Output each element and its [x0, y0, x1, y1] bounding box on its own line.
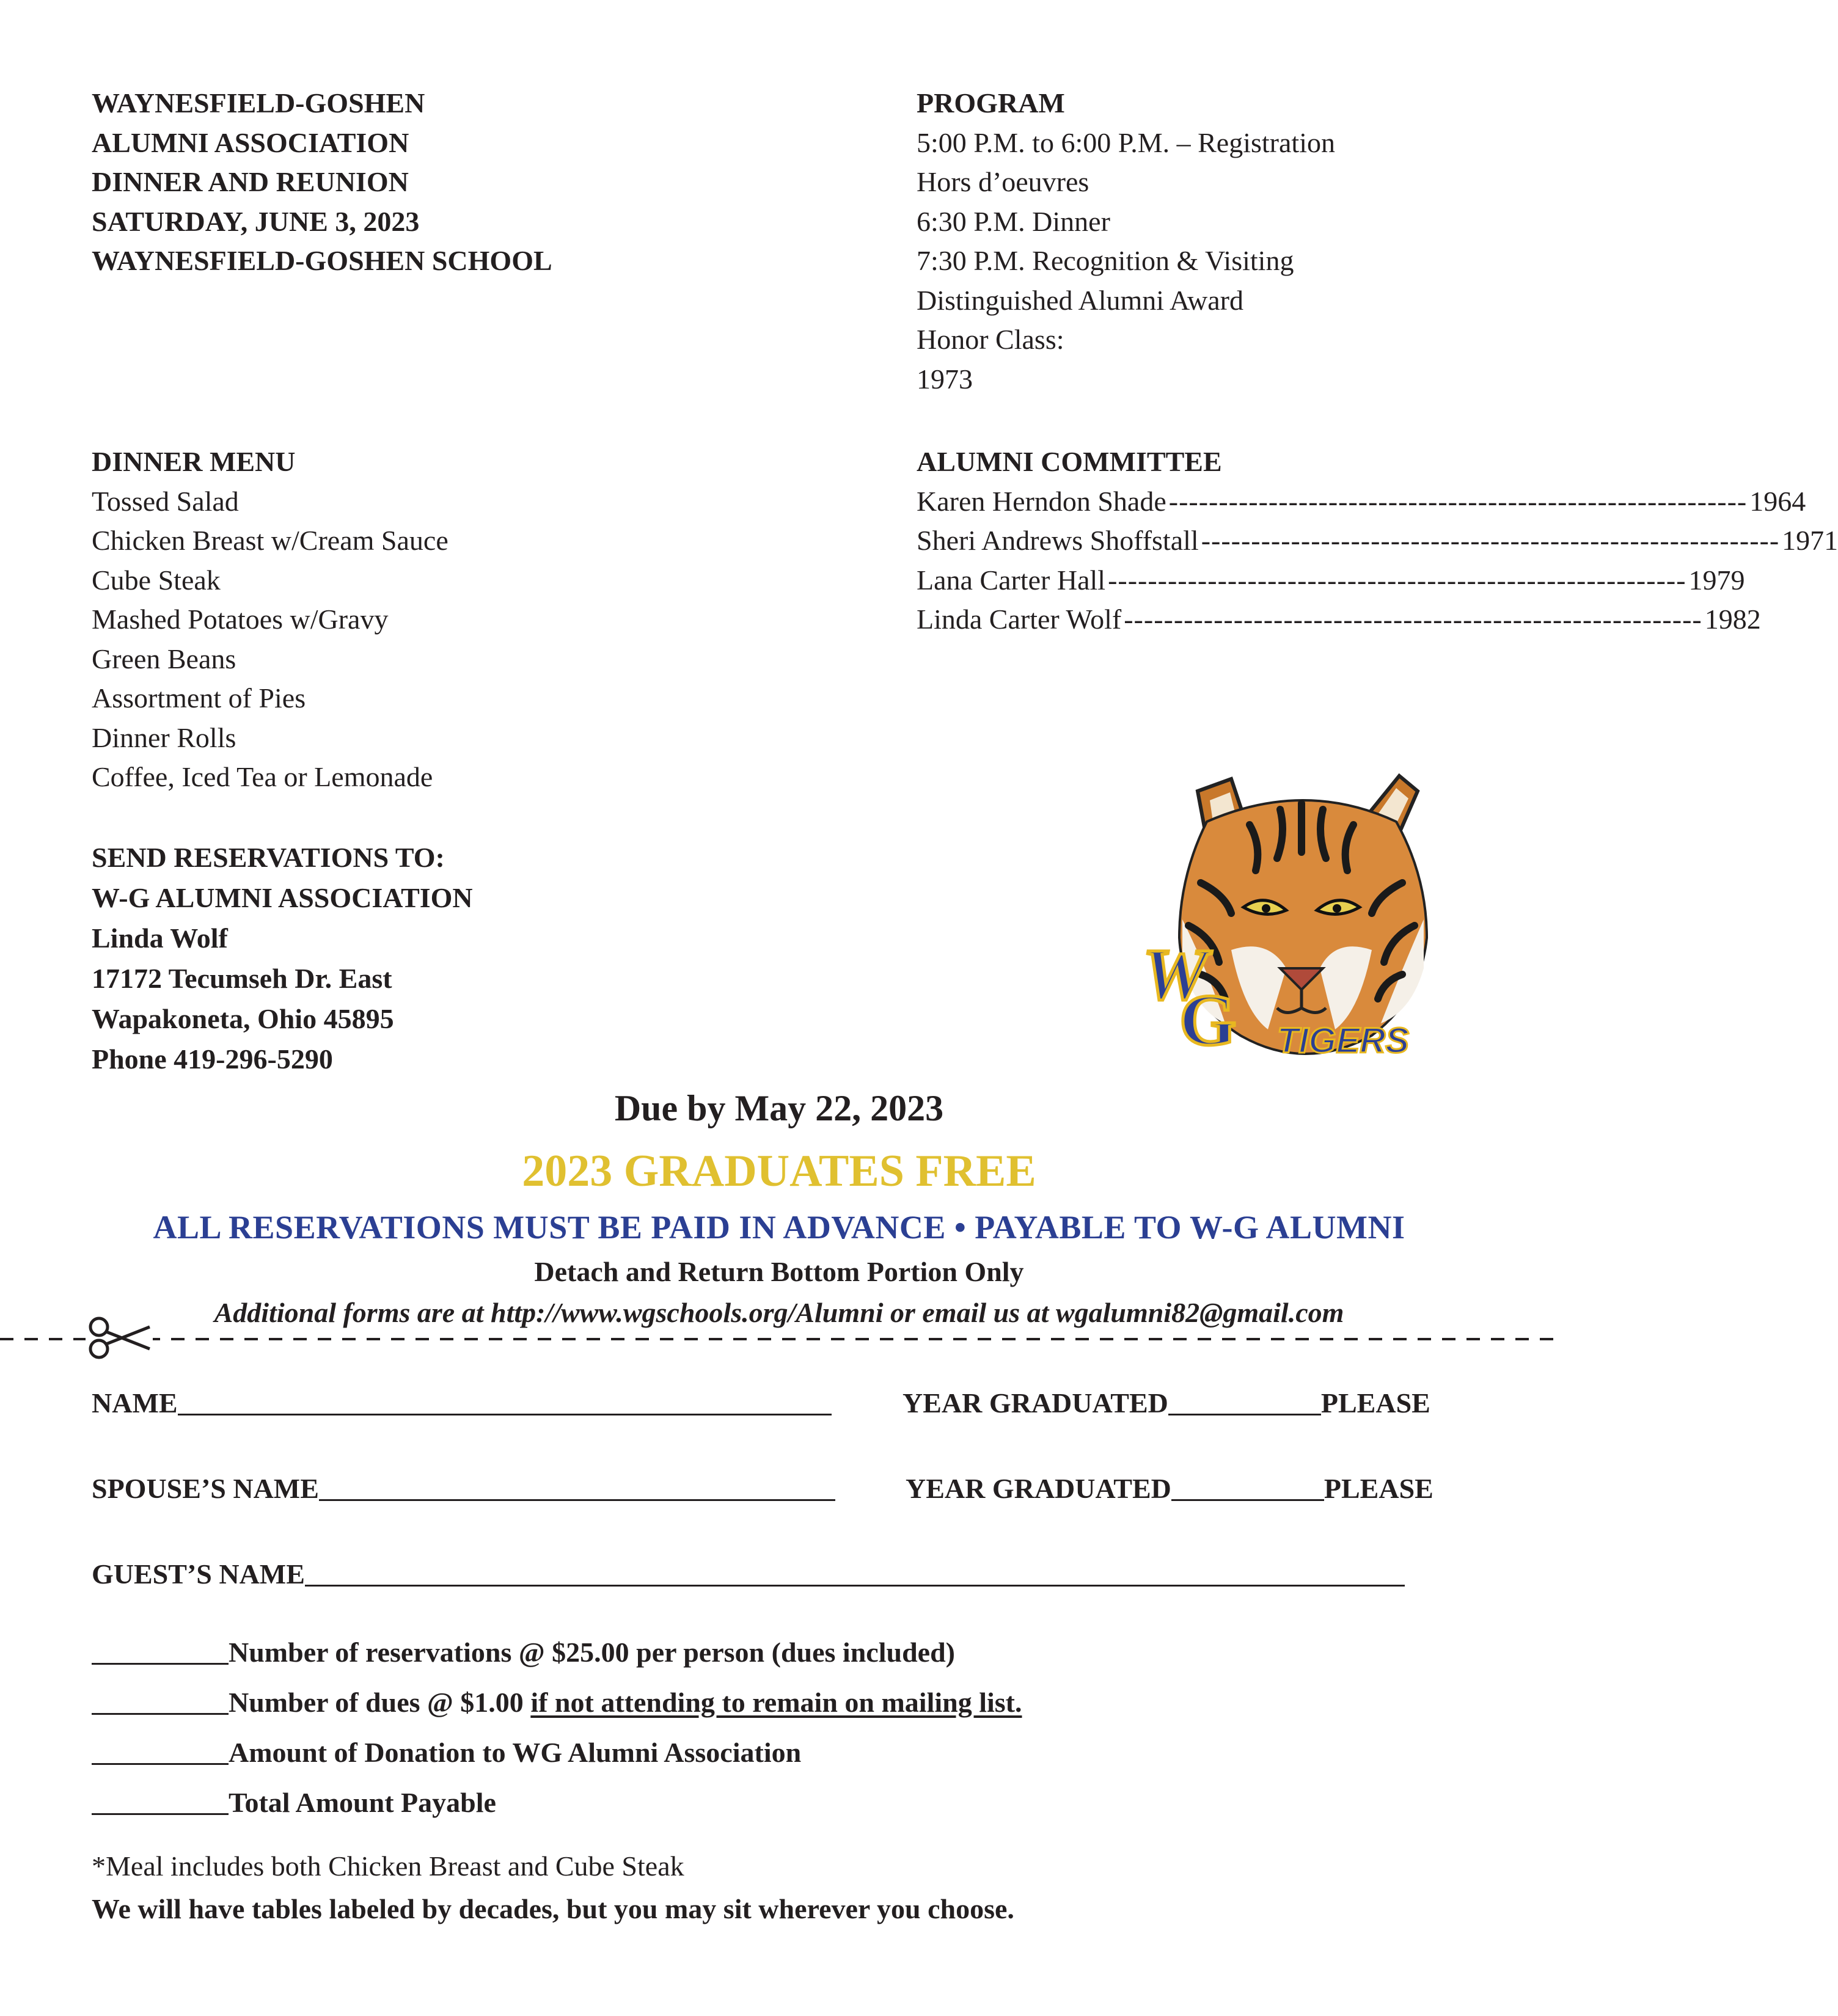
send-line: 17172 Tecumseh Dr. East	[92, 963, 392, 994]
alumni-committee	[917, 442, 1838, 640]
logo-g: G	[1179, 979, 1237, 1061]
program-line: 7:30 P.M. Recognition & Visiting	[917, 245, 1294, 276]
menu-title: DINNER MENU	[92, 446, 296, 477]
total-amount-field[interactable]	[92, 1789, 229, 1815]
spouse-row	[92, 1472, 835, 1505]
logo-w: W	[1143, 933, 1208, 1015]
program-line: Hors d’oeuvres	[917, 166, 1089, 197]
logo-tigers: TIGERS	[1277, 1021, 1409, 1061]
send-title: SEND RESERVATIONS TO:	[92, 842, 445, 873]
dues-count-field[interactable]	[92, 1689, 229, 1715]
due-date: Due by May 22, 2023	[614, 1088, 944, 1128]
guest-name-field[interactable]	[305, 1560, 1405, 1587]
guest-label: GUEST’S NAME	[92, 1558, 305, 1590]
dinner-menu	[92, 442, 449, 797]
menu-item: Cube Steak	[92, 564, 221, 596]
menu-item: Chicken Breast w/Cream Sauce	[92, 525, 449, 556]
program-line: Honor Class:	[917, 324, 1064, 355]
menu-item: Tossed Salad	[92, 485, 239, 517]
cut-line	[0, 1338, 1558, 1340]
header-line-2: ALUMNI ASSOCIATION	[92, 126, 409, 158]
event-location: WAYNESFIELD-GOSHEN SCHOOL	[92, 245, 552, 276]
please-label: PLEASE	[1324, 1473, 1433, 1504]
program-line: 6:30 P.M. Dinner	[917, 205, 1110, 237]
member-year: 1979	[1688, 564, 1745, 596]
member-name: Sheri Andrews Shoffstall	[917, 525, 1199, 556]
name-field[interactable]	[178, 1389, 832, 1415]
menu-item: Mashed Potatoes w/Gravy	[92, 604, 389, 635]
donation-amount-field[interactable]	[92, 1739, 229, 1765]
dash-leader: ----------------------------------------------------------	[1108, 564, 1686, 596]
meal-note: *Meal includes both Chicken Breast and Cube Steak	[92, 1850, 684, 1882]
year-label: YEAR GRADUATED	[906, 1473, 1171, 1504]
total-label: Total Amount Payable	[229, 1787, 496, 1818]
menu-item: Green Beans	[92, 643, 236, 674]
menu-item: Coffee, Iced Tea or Lemonade	[92, 761, 433, 792]
name-label: NAME	[92, 1387, 178, 1419]
program-section	[917, 84, 1335, 399]
guest-row	[92, 1558, 1405, 1590]
year-graduated-field[interactable]	[1168, 1389, 1321, 1415]
program-line: Distinguished Alumni Award	[917, 284, 1243, 316]
name-row	[92, 1387, 832, 1419]
dash-leader: ----------------------------------------------------------	[1201, 525, 1780, 556]
detach-instruction: Detach and Return Bottom Portion Only	[534, 1256, 1024, 1287]
scissors-icon	[86, 1313, 153, 1362]
send-reservations	[92, 838, 473, 1079]
payment-notice: ALL RESERVATIONS MUST BE PAID IN ADVANCE • PAYABLE TO W-G ALUMNI	[153, 1209, 1405, 1246]
please-label: PLEASE	[1320, 1387, 1430, 1419]
header-line-1: WAYNESFIELD-GOSHEN	[92, 87, 425, 119]
send-phone: Phone 419-296-5290	[92, 1043, 333, 1075]
send-line: W-G ALUMNI ASSOCIATION	[92, 882, 473, 913]
program-line: 5:00 P.M. to 6:00 P.M. – Registration	[917, 126, 1335, 158]
committee-member	[917, 561, 1745, 601]
committee-member	[917, 482, 1806, 522]
header-line-3: DINNER AND REUNION	[92, 166, 409, 197]
member-name: Linda Carter Wolf	[917, 604, 1122, 635]
program-line: 1973	[917, 363, 973, 395]
donation-row	[92, 1736, 801, 1769]
wg-letters-icon	[1140, 767, 1457, 1084]
total-row	[92, 1786, 496, 1819]
wg-tigers-logo	[1140, 767, 1457, 1084]
reservations-count-field[interactable]	[92, 1638, 229, 1665]
member-name: Karen Herndon Shade	[917, 485, 1166, 517]
year-label: YEAR GRADUATED	[903, 1387, 1168, 1419]
additional-forms: Additional forms are at http://www.wgschools.org/Alumni or email us at wgalumni82@gmail.com	[214, 1297, 1344, 1328]
dash-leader: ----------------------------------------------------------	[1168, 485, 1748, 517]
graduates-free: 2023 GRADUATES FREE	[522, 1146, 1036, 1196]
spouse-year-field[interactable]	[1171, 1475, 1324, 1501]
spouse-label: SPOUSE’S NAME	[92, 1473, 319, 1504]
program-title: PROGRAM	[917, 87, 1065, 119]
reservations-row	[92, 1636, 955, 1668]
dues-condition: if not attending to remain on mailing list.	[530, 1687, 1022, 1718]
reservations-label: Number of reservations @ $25.00 per person (dues included)	[229, 1637, 955, 1668]
committee-member	[917, 600, 1761, 640]
donation-label: Amount of Donation to WG Alumni Association	[229, 1737, 802, 1768]
tables-note: We will have tables labeled by decades, but you may sit wherever you choose.	[92, 1893, 1014, 1924]
event-date: SATURDAY, JUNE 3, 2023	[92, 205, 420, 237]
spouse-year-row	[906, 1472, 1433, 1505]
event-header	[92, 84, 552, 281]
year-row	[903, 1387, 1430, 1419]
member-name: Lana Carter Hall	[917, 564, 1106, 596]
committee-member	[917, 521, 1838, 561]
menu-item: Assortment of Pies	[92, 682, 306, 714]
spouse-name-field[interactable]	[319, 1475, 835, 1501]
committee-title: ALUMNI COMMITTEE	[917, 446, 1222, 477]
send-line: Wapakoneta, Ohio 45895	[92, 1003, 394, 1034]
member-year: 1982	[1704, 604, 1761, 635]
send-line: Linda Wolf	[92, 922, 228, 954]
dues-row	[92, 1686, 1022, 1718]
menu-item: Dinner Rolls	[92, 721, 236, 753]
member-year: 1964	[1749, 485, 1806, 517]
member-year: 1971	[1782, 525, 1838, 556]
dash-leader: ----------------------------------------------------------	[1124, 604, 1702, 635]
dues-label: Number of dues @ $1.00	[229, 1687, 531, 1718]
